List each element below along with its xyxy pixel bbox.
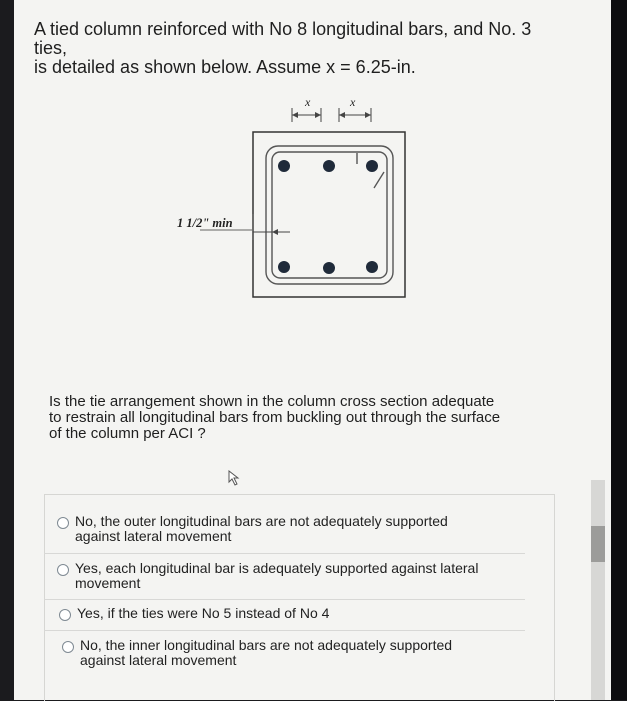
option-label-line: Yes, each longitudinal bar is adequately supported against lateral [75, 560, 479, 576]
option-label-line: No, the outer longitudinal bars are not adequately supported [75, 513, 448, 529]
column-cross-section-figure [170, 90, 420, 305]
tie-hook [374, 172, 384, 188]
question-text-line: to restrain all longitudinal bars from buckling out through the surface [49, 409, 501, 426]
radio-button[interactable] [57, 564, 69, 576]
question-text [49, 394, 539, 442]
scrollbar-track[interactable] [591, 480, 605, 700]
radio-button[interactable] [62, 641, 74, 653]
longitudinal-bar [366, 160, 378, 172]
answer-option-2[interactable] [57, 561, 478, 591]
mouse-cursor-icon [228, 470, 242, 486]
question-title-line: is detailed as shown below. Assume x = 6.25-in. [34, 57, 416, 77]
dim-arrow [365, 112, 371, 118]
dim-arrow [292, 112, 298, 118]
question-title [34, 20, 554, 77]
question-text-line: Is the tie arrangement shown in the column cross section adequate [49, 393, 495, 410]
cover-arrow [272, 229, 278, 235]
question-title-line: A tied column reinforced with No 8 longitudinal bars, and No. 3 ties, [34, 19, 532, 58]
option-label [77, 606, 329, 621]
longitudinal-bar [278, 261, 290, 273]
radio-button[interactable] [59, 609, 71, 621]
option-divider [44, 599, 525, 600]
radio-button[interactable] [57, 517, 69, 529]
option-divider [44, 630, 525, 631]
dim-arrow [315, 112, 321, 118]
option-label-line: against lateral movement [80, 652, 237, 668]
option-divider [44, 553, 525, 554]
option-label [80, 638, 452, 668]
dim-label-x1: x [305, 95, 311, 109]
option-label-line: movement [75, 575, 141, 591]
option-label-line: No, the inner longitudinal bars are not adequately supported [80, 637, 453, 653]
dim-label-x2: x [350, 95, 356, 109]
option-label-line: against lateral movement [75, 528, 232, 544]
answer-option-1[interactable] [57, 514, 448, 544]
option-label [75, 514, 448, 544]
cover-label: 1 1/2" min [177, 216, 233, 230]
window-edge [611, 0, 627, 700]
scrollbar-thumb[interactable] [591, 526, 605, 562]
option-label-line: Yes, if the ties were No 5 instead of No 4 [77, 605, 330, 621]
answer-option-4[interactable] [62, 638, 452, 668]
option-label [75, 561, 478, 591]
longitudinal-bar [323, 160, 335, 172]
question-text-line: of the column per ACI ? [49, 425, 206, 442]
longitudinal-bar [366, 261, 378, 273]
dim-arrow [339, 112, 345, 118]
longitudinal-bar [323, 262, 335, 274]
answer-option-3[interactable] [59, 606, 329, 621]
longitudinal-bar [278, 160, 290, 172]
